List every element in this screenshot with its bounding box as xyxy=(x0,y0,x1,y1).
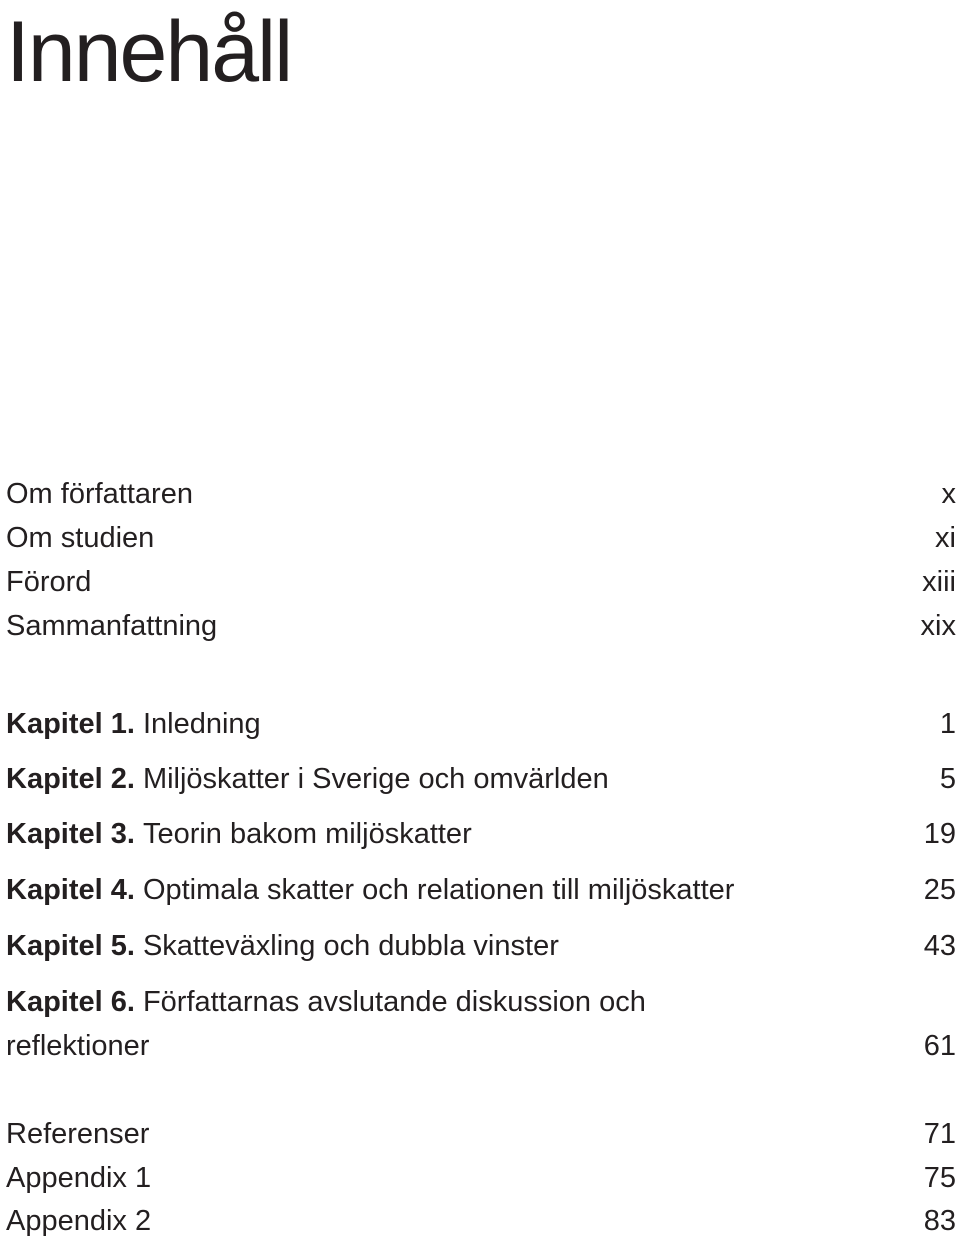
toc-entry-page: 61 xyxy=(923,1030,956,1062)
chapter-title: Miljöskatter i Sverige och omvärlden xyxy=(142,763,609,795)
chapter-number: Kapitel 1. xyxy=(6,708,135,740)
chapter-number: Kapitel 5. xyxy=(6,930,135,962)
toc-entry-om-forfattaren[interactable] xyxy=(6,476,956,512)
toc-entry-label: Sammanfattning xyxy=(6,610,218,642)
chapter-number: Kapitel 6. xyxy=(6,986,135,1018)
toc-entry-forord[interactable] xyxy=(6,564,956,600)
chapter-title: Optimala skatter och relationen till miljöskatter xyxy=(142,874,735,906)
toc-entry-label: Förord xyxy=(6,566,92,598)
toc-entry-page: 5 xyxy=(939,763,956,795)
toc-entry-referenser[interactable] xyxy=(6,1116,956,1152)
toc-entry-appendix-2[interactable] xyxy=(6,1203,956,1239)
toc-entry-page: 43 xyxy=(923,930,956,962)
page-title: Innehåll xyxy=(6,4,292,100)
toc-entry-page: xi xyxy=(935,522,956,554)
toc-entry-label: Appendix 2 xyxy=(6,1205,152,1237)
toc-entry-om-studien[interactable] xyxy=(6,520,956,556)
toc-entry-page: x xyxy=(941,478,956,510)
toc-entry-label: Om studien xyxy=(6,522,155,554)
toc-entry-label: Referenser xyxy=(6,1118,150,1150)
toc-entry-kapitel-3[interactable] xyxy=(6,816,956,852)
toc-entry-page: 25 xyxy=(923,874,956,906)
toc-entry-page: 75 xyxy=(923,1162,956,1194)
chapter-title: Inledning xyxy=(142,708,261,740)
toc-entry-page: 83 xyxy=(923,1205,956,1237)
toc-entry-label: Appendix 1 xyxy=(6,1162,152,1194)
toc-entry-sammanfattning[interactable] xyxy=(6,608,956,644)
toc-entry-page: 1 xyxy=(939,708,956,740)
toc-entry-kapitel-1[interactable] xyxy=(6,706,956,742)
toc-entry-page: xix xyxy=(920,610,956,642)
chapter-title: Skatteväxling och dubbla vinster xyxy=(142,930,559,962)
toc-entry-label: Om författaren xyxy=(6,478,193,510)
toc-entry-kapitel-6[interactable] xyxy=(6,980,956,1068)
chapter-number: Kapitel 4. xyxy=(6,874,135,906)
chapter-title-line1: Författarnas avslutande diskussion och xyxy=(142,986,646,1018)
toc-entry-kapitel-4[interactable] xyxy=(6,872,956,908)
toc-entry-page: 19 xyxy=(923,818,956,850)
toc-entry-kapitel-2[interactable] xyxy=(6,761,956,797)
chapter-title-line2: reflektioner xyxy=(6,1030,150,1062)
toc-entry-page: xiii xyxy=(922,566,956,598)
chapter-number: Kapitel 3. xyxy=(6,818,135,850)
toc-entry-page: 71 xyxy=(923,1118,956,1150)
chapter-title: Teorin bakom miljöskatter xyxy=(142,818,472,850)
chapter-number: Kapitel 2. xyxy=(6,763,135,795)
toc-entry-kapitel-5[interactable] xyxy=(6,928,956,964)
toc-entry-appendix-1[interactable] xyxy=(6,1160,956,1196)
